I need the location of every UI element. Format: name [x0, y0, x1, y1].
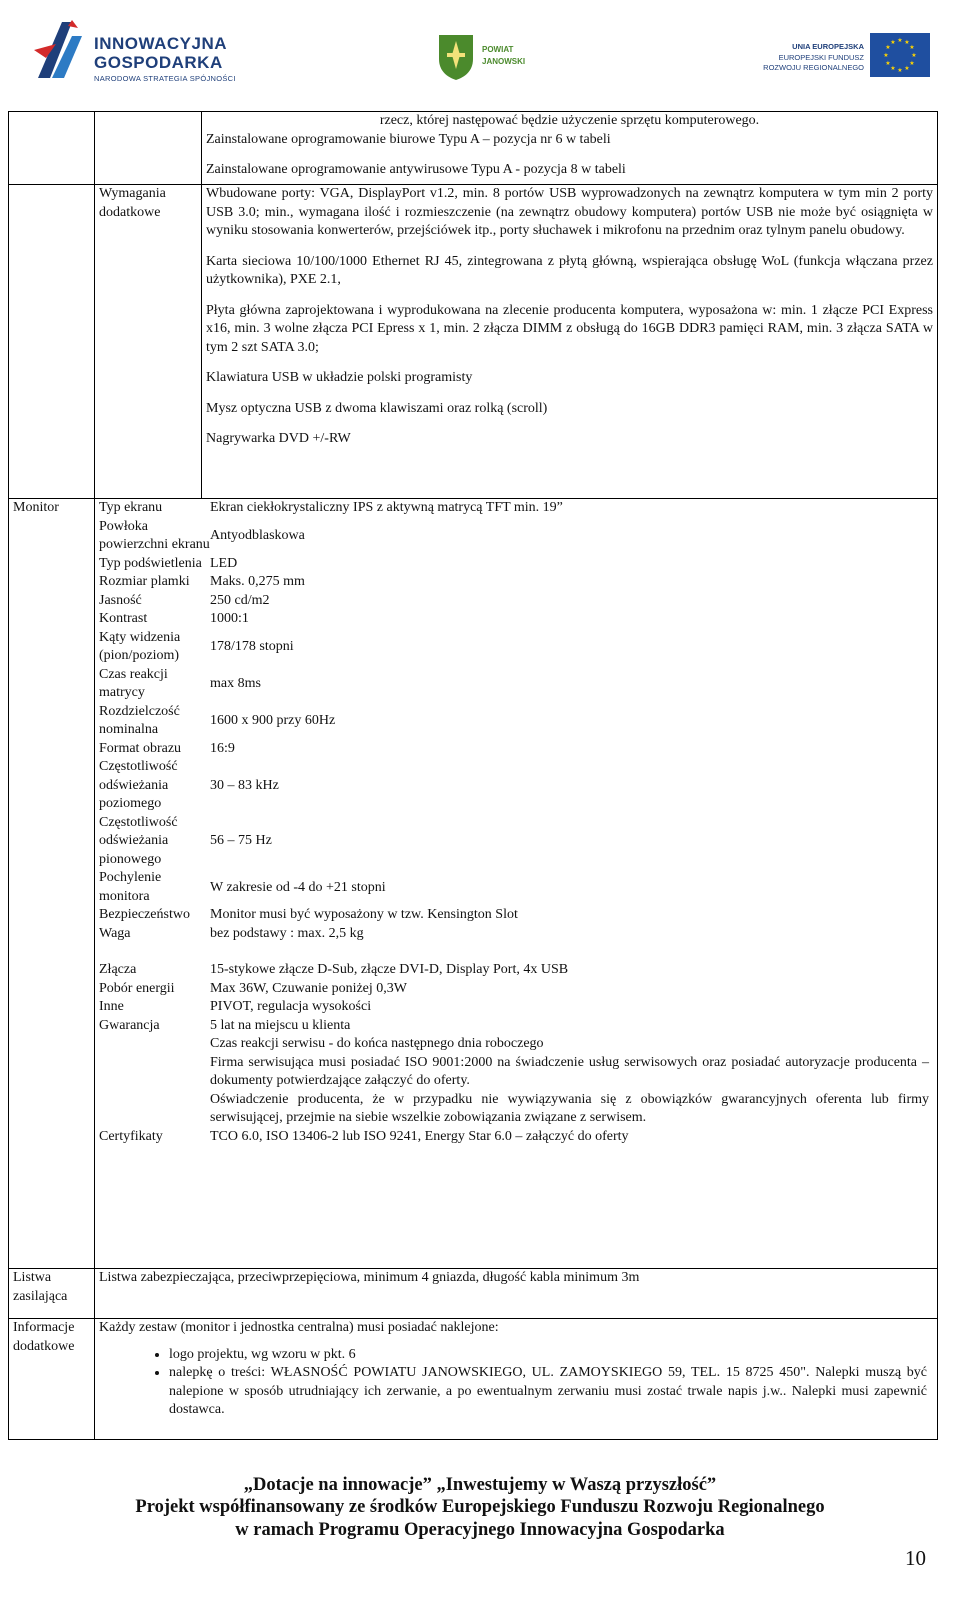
extra-info-list [99, 1346, 927, 1420]
table-row [95, 758, 937, 814]
table-row [95, 961, 937, 980]
header-logos [0, 0, 960, 100]
param-label: Jasność [99, 592, 142, 608]
table-row [95, 592, 937, 611]
extra-info-intro: Każdy zestaw (monitor i jednostka centralna) musi posiadać naklejone: [99, 1320, 499, 1336]
continued-line2: Zainstalowane oprogramowanie biurowe Typu A – pozycja nr 6 w tabeli [206, 131, 611, 147]
svg-text:★: ★ [897, 67, 903, 74]
logo-left-line2: GOSPODARKA [94, 53, 223, 72]
param-value: LED [210, 555, 238, 571]
extra-info-cell [95, 1319, 938, 1440]
param-label: Częstotliwość odświeżania pionowego [99, 814, 178, 867]
warranty-line: 5 lat na miejscu u klienta [210, 1017, 351, 1033]
svg-text:★: ★ [885, 60, 891, 67]
param-value: 1600 x 900 przy 60Hz [210, 713, 336, 729]
param-value: bez podstawy : max. 2,5 kg [210, 925, 364, 941]
svg-text:★: ★ [885, 44, 891, 51]
param-value: Maks. 0,275 mm [210, 574, 305, 590]
param-value: PIVOT, regulacja wysokości [210, 999, 372, 1015]
svg-text:★: ★ [909, 60, 915, 67]
powiat-janowski-logo [437, 33, 547, 83]
spec-table [8, 111, 938, 1440]
drive-text: Nagrywarka DVD +/-RW [206, 431, 351, 446]
power-strip-row [9, 1269, 938, 1319]
monitor-row [9, 499, 938, 1269]
param-label: Inne [99, 999, 124, 1015]
page-number: 10 [905, 1546, 926, 1570]
param-value: Monitor musi być wyposażony w tzw. Kensington Slot [210, 907, 518, 923]
param-value: Ekran ciekłokrystaliczny IPS z aktywną matrycą TFT min. 19” [210, 500, 563, 516]
list-item: • nalepkę o treści: WŁASNOŚĆ POWIATU JANOWSKIEGO, UL. ZAMOYSKIEGO 59, TEL. 15 8725 450". Nalepki muszą być nalepione w sposób utrudniający ich zerwanie, a po ewentualnym zerwaniu musi zostać trwale napis j.w.. Nalepki musi zapewnić dostawca. [169, 1364, 927, 1420]
logo-right-line3: ROZWOJU REGIONALNEGO [763, 63, 864, 72]
additional-cell [202, 185, 938, 499]
logo-center-line2: JANOWSKI [482, 57, 526, 66]
motherboard-text: Płyta główna zaprojektowana i wyprodukowana na zlecenie producenta komputera, wyposażona w: min. 1 złącze PCI Express x16, min. 3 wolne złącza PCI Epress x 1, min. 2 złącza DIMM z obsługą do 16GB DDR3 pamięci RAM, min. 3 złącza SATA w tym 2 szt SATA 3.0; [206, 302, 933, 355]
eu-flag-icon [870, 33, 930, 77]
param-label: Czas reakcji matrycy [99, 666, 168, 701]
svg-text:★: ★ [904, 39, 910, 46]
svg-text:★: ★ [883, 52, 889, 59]
table-row [95, 703, 937, 740]
param-value: 178/178 stopni [210, 639, 294, 655]
param-label: Rozmiar plamki [99, 574, 190, 590]
table-row [95, 740, 937, 759]
table-row [95, 518, 937, 555]
continued-line1: rzecz, której następować będzie użyczenie sprzętu komputerowego. [379, 113, 760, 128]
extra-info-row [9, 1319, 938, 1440]
param-value: 250 cd/m2 [210, 592, 270, 608]
table-row [95, 906, 937, 925]
param-label: Pochylenie monitora [99, 870, 162, 904]
cert-label: Certyfikaty [99, 1128, 163, 1144]
power-strip-value: Listwa zabezpieczająca, przeciwprzepięciowa, minimum 4 gniazda, długość kabla minimum 3m [95, 1269, 938, 1319]
param-value: 30 – 83 kHz [210, 777, 279, 793]
svg-text:★: ★ [909, 44, 915, 51]
svg-text:★: ★ [890, 39, 896, 46]
param-label: Powłoka powierzchni ekranu [99, 518, 210, 553]
warranty-line: Firma serwisująca musi posiadać ISO 9001:2000 na świadczenie usług serwisowych oraz posiadać autoryzacje producenta – dokumenty potwierdzające załączyć do oferty. [210, 1054, 929, 1089]
power-strip-label: Listwa zasilająca [9, 1269, 95, 1319]
param-label: Format obrazu [99, 740, 182, 756]
cert-value: TCO 6.0, ISO 13406-2 lub ISO 9241, Energy Star 6.0 – załączyć do oferty [210, 1128, 629, 1144]
table-row [9, 185, 938, 499]
table-row [95, 666, 937, 703]
mouse-text: Mysz optyczna USB z dwoma klawiszami oraz rolką (scroll) [206, 400, 548, 416]
monitor-label: Monitor [9, 499, 95, 1269]
svg-text:★: ★ [890, 65, 896, 72]
table-row [95, 980, 937, 999]
param-value: 16:9 [210, 740, 235, 756]
logo-right-line2: EUROPEJSKI FUNDUSZ [778, 53, 864, 62]
param-label: Typ podświetlenia [99, 555, 202, 571]
param-value: Max 36W, Czuwanie poniżej 0,3W [210, 980, 407, 996]
param-label: Rozdzielczość nominalna [99, 703, 180, 738]
param-value: W zakresie od -4 do +21 stopni [210, 879, 386, 895]
eu-logo [740, 33, 930, 83]
param-value: 1000:1 [210, 611, 249, 627]
powiat-janowski-crest-icon [437, 33, 475, 81]
extra-info-label: Informacje dodatkowe [9, 1319, 95, 1440]
list-item: • logo projektu, wg wzoru w pkt. 6 [169, 1346, 927, 1365]
keyboard-text: Klawiatura USB w układzie polski programisty [206, 370, 473, 385]
warranty-line: Czas reakcji serwisu - do końca następnego dnia roboczego [210, 1036, 544, 1052]
table-row [95, 555, 937, 574]
param-label: Kąty widzenia (pion/poziom) [99, 629, 181, 664]
footer-line2: Projekt współfinansowany ze środków Europejskiego Funduszu Rozwoju Regionalnego [135, 1497, 825, 1517]
param-value: 15-stykowe złącze D-Sub, złącze DVI-D, Display Port, 4x USB [210, 962, 569, 978]
table-row [95, 610, 937, 629]
footer-line1: „Dotacje na innowacje” „Inwestujemy w Waszą przyszłość” [243, 1475, 717, 1495]
param-value: 56 – 75 Hz [210, 833, 272, 849]
svg-text:★: ★ [911, 52, 917, 59]
antivirus-text: Zainstalowane oprogramowanie antywirusowe Typu A - pozycja 8 w tabeli [206, 162, 626, 177]
ports-text: Wbudowane porty: VGA, DisplayPort v1.2, min. 8 portów USB wyprowadzonych na zewnątrz komputera w tym min 2 porty USB 3.0; min., wymagana ilość i rozmieszczenie (na zewnątrz obudowy komputera) portów USB nie może być osiągnięta w wyniku stosowania konwerterów, przejściówek itp., porty słuchawek i mikrofonu na przednim oraz tylnym panelu obudowy. [206, 186, 933, 238]
param-label: Złącza [99, 962, 137, 978]
param-label: Bezpieczeństwo [99, 907, 190, 923]
param-label: Pobór energii [99, 980, 175, 996]
monitor-params-table [95, 499, 937, 1146]
param-label: Częstotliwość odświeżania poziomego [99, 759, 178, 812]
logo-right-line1: UNIA EUROPEJSKA [792, 42, 864, 51]
logo-center-line1: POWIAT [482, 45, 514, 54]
innowacyjna-gospodarka-logo [32, 18, 262, 90]
table-row [95, 1017, 937, 1128]
logo-left-line1: INNOWACYJNA [94, 34, 228, 53]
warranty-cell [210, 1017, 937, 1128]
additional-label: Wymagania dodatkowe [95, 185, 202, 499]
footer-line3: w ramach Programu Operacyjnego Innowacyjna Gospodarka [235, 1520, 725, 1540]
warranty-line: Oświadczenie producenta, że w przypadku nie wywiązywania się z obowiązków gwarancyjnych oferenta lub firmy serwisującej, przejmie na siebie wszelkie zobowiązania związane z serwisem. [210, 1091, 929, 1126]
table-row [95, 499, 937, 518]
table-row [95, 925, 937, 944]
table-row [9, 112, 938, 185]
table-row [95, 998, 937, 1017]
svg-text:★: ★ [904, 65, 910, 72]
table-row [95, 869, 937, 906]
table-row [95, 573, 937, 592]
param-value: max 8ms [210, 676, 261, 692]
table-row [95, 1128, 937, 1147]
param-label: Typ ekranu [99, 500, 163, 516]
table-row [95, 629, 937, 666]
param-value: Antyodblaskowa [210, 528, 305, 544]
param-label: Kontrast [99, 611, 148, 627]
network-text: Karta sieciowa 10/100/1000 Ethernet RJ 45, zintegrowana z płytą główną, wspierająca obsługę WoL (funkcja włączana przez użytkownika), PXE 2.1, [206, 253, 933, 287]
warranty-label: Gwarancja [99, 1017, 160, 1033]
innowacyjna-gospodarka-mark-icon [32, 18, 90, 86]
logo-left-tagline: NARODOWA STRATEGIA SPÓJNOŚCI [94, 74, 236, 83]
svg-text:★: ★ [897, 37, 903, 44]
continued-cell [202, 112, 938, 185]
param-label: Waga [99, 925, 131, 941]
table-row [95, 814, 937, 870]
